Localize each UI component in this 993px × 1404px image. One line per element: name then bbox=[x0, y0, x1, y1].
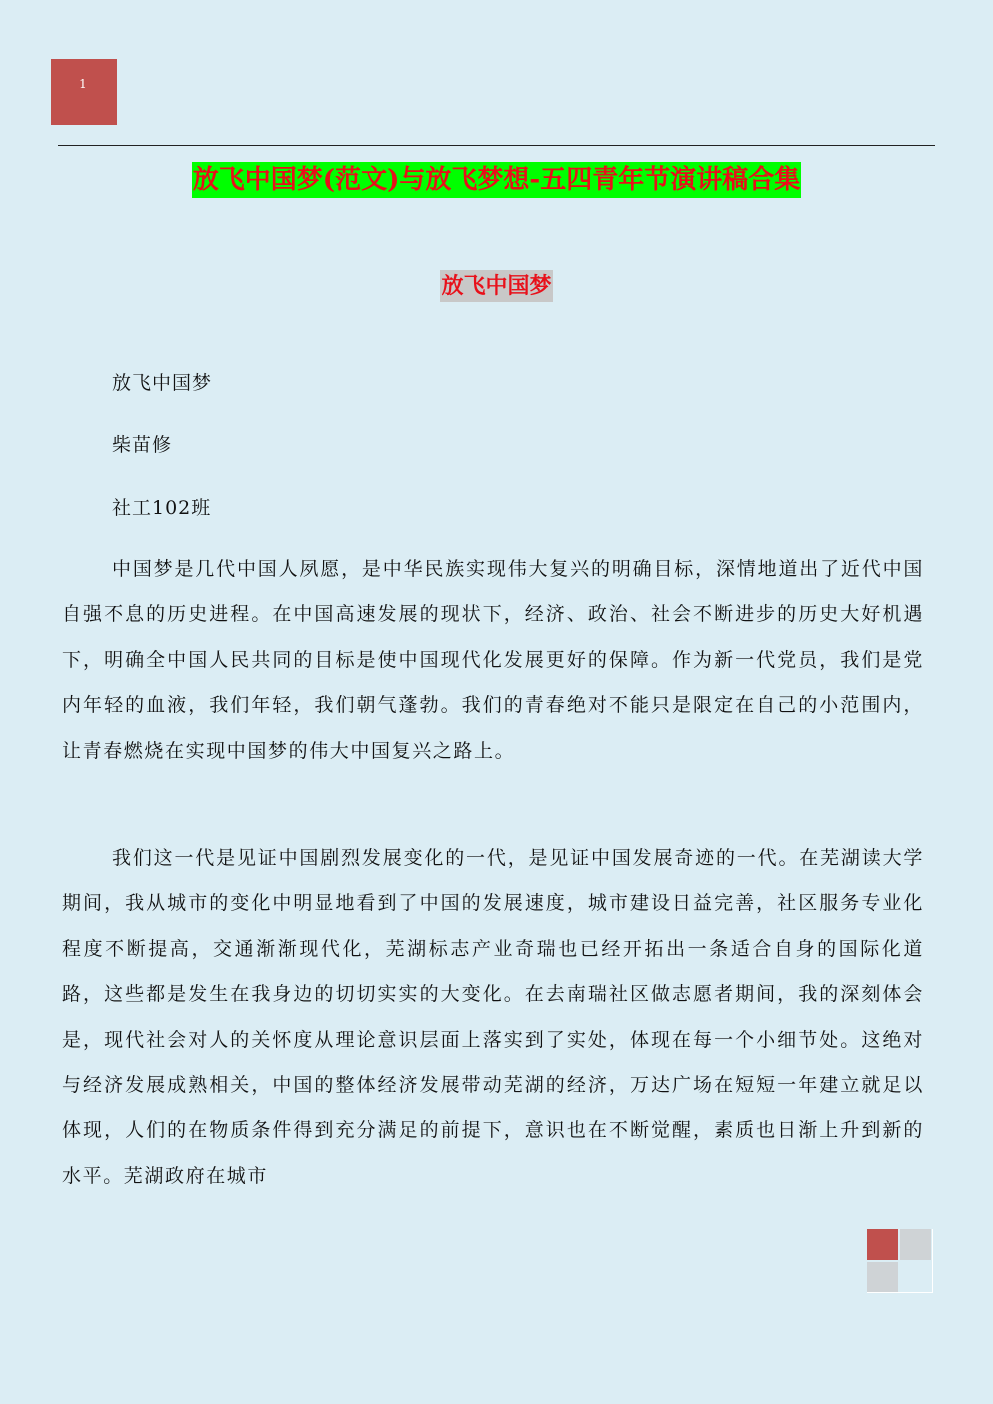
header-rule bbox=[58, 145, 935, 146]
body-paragraph-1: 中国梦是几代中国人夙愿，是中华民族实现伟大复兴的明确目标，深情地道出了近代中国自强不息的历史进程。在中国高速发展的现状下，经济、政治、社会不断进步的历史大好机遇下，明确全中国人民共同的目标是使中国现代化发展更好的保障。作为新一代党员，我们是党内年轻的血液，我们年轻，我们朝气蓬勃。我们的青春绝对不能只是限定在自己的小范围内，让青春燃烧在实现中国梦的伟大中国复兴之路上。 bbox=[62, 558, 924, 762]
author-name: 柴苗修 bbox=[112, 434, 173, 456]
page-number-badge bbox=[51, 59, 117, 125]
document-title bbox=[0, 162, 993, 198]
section-heading-text: 放飞中国梦 bbox=[440, 270, 552, 302]
class-name: 社工102班 bbox=[112, 497, 212, 519]
document-title-text: 放飞中国梦(范文)与放飞梦想-五四青年节演讲稿合集 bbox=[192, 162, 801, 198]
page-number: 1 bbox=[79, 77, 87, 91]
section-heading bbox=[0, 270, 993, 302]
body-paragraph-2: 我们这一代是见证中国剧烈发展变化的一代，是见证中国发展奇迹的一代。在芜湖读大学期间，我从城市的变化中明显地看到了中国的发展速度，城市建设日益完善，社区服务专业化程度不断提高，交通渐渐现代化，芜湖标志产业奇瑞也已经开拓出一条适合自身的国际化道路，这些都是发生在我身边的切切实实的大变化。在去南瑞社区做志愿者期间，我的深刻体会是，现代社会对人的关怀度从理论意识层面上落实到了实处，体现在每一个小细节处。这绝对与经济发展成熟相关，中国的整体经济发展带动芜湖的经济，万达广场在短短一年建立就足以体现，人们的在物质条件得到充分满足的前提下，意识也在不断觉醒，素质也日渐上升到新的水平。芜湖政府在城市 bbox=[62, 847, 924, 1187]
speech-title: 放飞中国梦 bbox=[112, 372, 213, 394]
corner-decoration bbox=[867, 1229, 933, 1293]
corner-frame bbox=[867, 1229, 933, 1293]
